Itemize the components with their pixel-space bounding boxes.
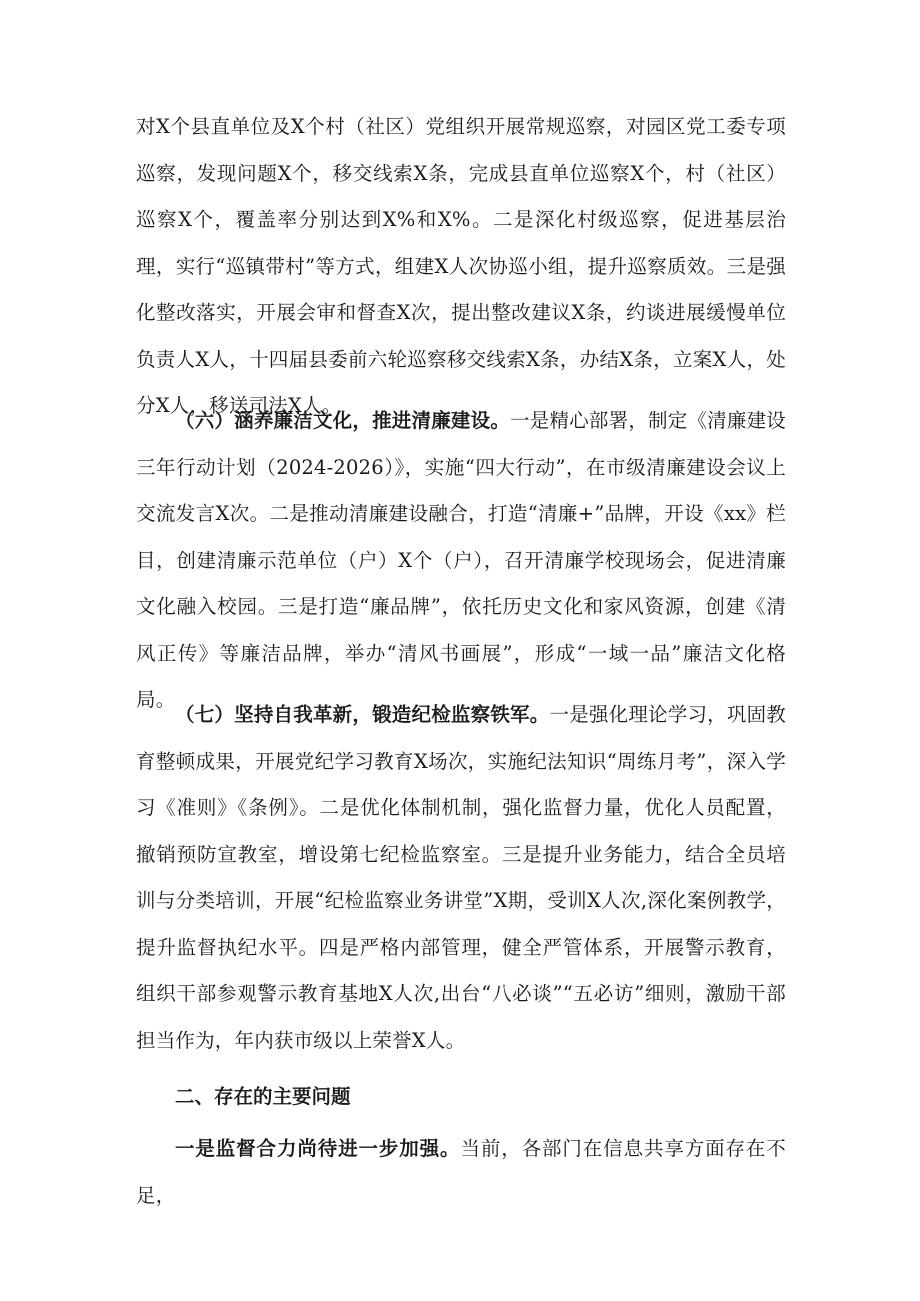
paragraph-supervision-synergy <box>136 1126 786 1219</box>
paragraph-text: 一是强化理论学习，巩固教育整顿成果，开展党纪学习教育X场次，实施纪法知识“周练月考”，深入学习《准则》《条例》。二是优化体制机制，强化监督力量，优化人员配置，撤销预防宣教室，增设第七纪检监察室。三是提升业务能力，结合全员培训与分类培训，开展“纪检监察业务讲堂”X期，受训X人次,深化案例教学，提升监督执纪水平。四是严格内部管理，健全严管体系，开展警示教育，组织干部参观警示教育基地X人次,出台“八必谈”“五必访”细则，激励干部担当作为，年内获市级以上荣誉X人。 <box>136 703 786 1052</box>
paragraph-self-reform <box>136 692 786 1064</box>
section-lead-six: （六）涵养廉洁文化，推进清廉建设。 <box>175 409 511 432</box>
problem-lead-one: 一是监督合力尚待进一步加强。 <box>175 1137 461 1160</box>
section-heading-main-problems: 二、存在的主要问题 <box>175 1085 351 1108</box>
paragraph-inspection-work <box>136 104 786 430</box>
section-lead-seven: （七）坚持自我革新，锻造纪检监察铁军。 <box>175 703 550 726</box>
paragraph-text: 对X个县直单位及X个村（社区）党组织开展常规巡察，对园区党工委专项巡察，发现问题X个，移交线索X条，完成县直单位巡察X个，村（社区）巡察X个，覆盖率分别达到X%和X%。二是深化村级巡察，促进基层治理，实行“巡镇带村”等方式，组建X人次协巡小组，提升巡察质效。三是强化整改落实，开展会审和督查X次，提出整改建议X条，约谈进展缓慢单位负责人X人，十四届县委前六轮巡察移交线索X条，办结X条，立案X人，处分X人，移送司法X人。 <box>136 115 786 417</box>
paragraph-text: 当前，各部门在信息共享方面存在不足， <box>136 1137 786 1207</box>
paragraph-text: 一是精心部署，制定《清廉建设三年行动计划（2024-2026）》，实施“四大行动”，在市级清廉建设会议上交流发言X次。二是推动清廉建设融合，打造“清廉+”品牌，开设《xx》栏目，创建清廉示范单位（户）X个（户），召开清廉学校现场会，促进清廉文化融入校园。三是打造“廉品牌”，依托历史文化和家风资源，创建《清风正传》等廉洁品牌，举办“清风书画展”，形成“一域一品”廉洁文化格局。 <box>136 409 786 711</box>
paragraph-integrity-culture <box>136 398 786 724</box>
